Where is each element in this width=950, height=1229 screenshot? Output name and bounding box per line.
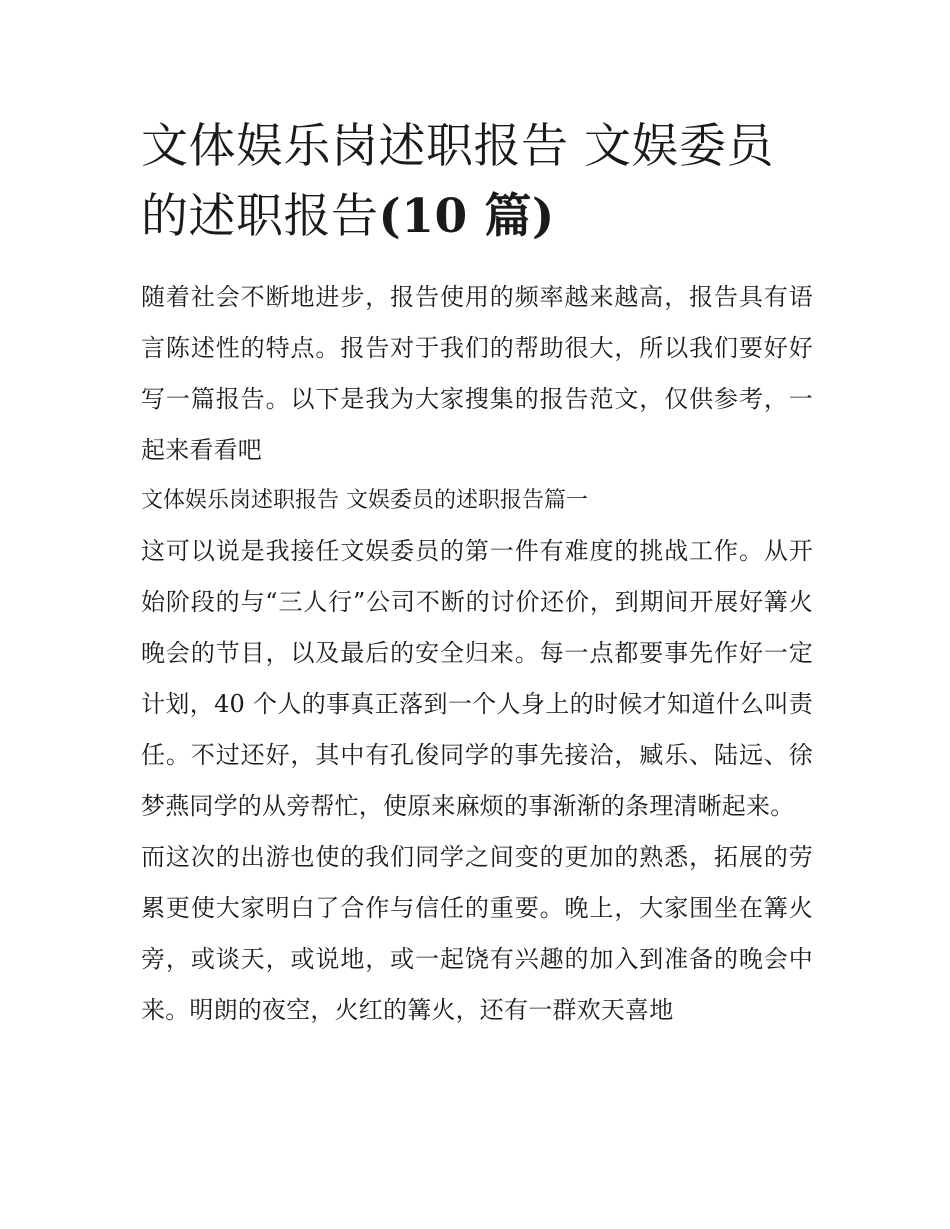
body-paragraph-2: 而这次的出游也使的我们同学之间变的更加的熟悉，拓展的劳累更使大家明白了合作与信任的重要。晚上，大家围坐在篝火旁，或谈天，或说地，或一起饶有兴趣的加入到准备的晚会中来。明朗的夜空，火红的篝火，还有一群欢天喜地 <box>141 843 813 1024</box>
document-title <box>141 112 813 252</box>
body-paragraph-1: 这可以说是我接任文娱委员的第一件有难度的挑战工作。从开始阶段的与“三人行”公司不断的讨价还价，到期间开展好篝火晚会的节目，以及最后的安全归来。每一点都要事先作好一定计划，40 个人的事真正落到一个人身上的时候才知道什么叫责任。不过还好，其中有孔俊同学的事先接洽，臧乐、陆远、徐梦燕同学的从旁帮忙，使原来麻烦的事渐渐的条理清晰起来。 <box>141 537 813 820</box>
document-title-main: 文体娱乐岗述职报告 文娱委员的述职报告 <box>141 119 774 244</box>
document-title-count: (10 篇) <box>378 189 555 244</box>
document-page <box>141 112 813 1036</box>
intro-paragraph: 随着社会不断地进步，报告使用的频率越来越高，报告具有语言陈述性的特点。报告对于我们的帮助很大，所以我们要好好写一篇报告。以下是我为大家搜集的报告范文，仅供参考，一起来看看吧 <box>141 283 813 464</box>
section-heading: 文体娱乐岗述职报告 文娱委员的述职报告篇一 <box>141 488 588 513</box>
